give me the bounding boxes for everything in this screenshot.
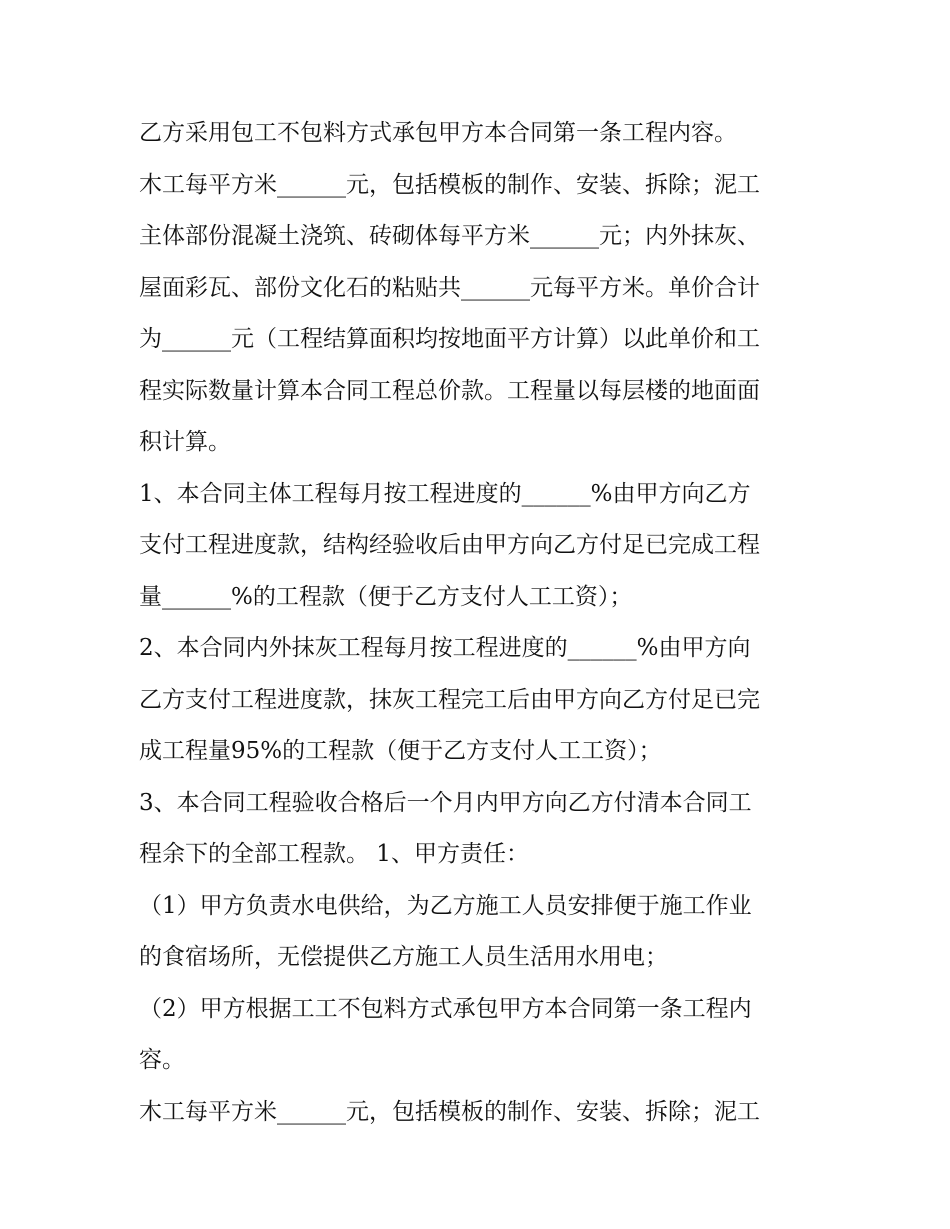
text-line-13: 成工程量95%的工程款（便于乙方支付人工工资）； <box>139 738 662 764</box>
text-line-5: 为______元（工程结算面积均按地面平方计算）以此单价和工 <box>139 326 760 352</box>
text-line-12: 乙方支付工程进度款，抹灰工程完工后由甲方向乙方付足已完 <box>139 686 760 713</box>
text-line-1: 乙方采用包工不包料方式承包甲方本合同第一条工程内容。 <box>139 120 737 146</box>
text-line-3: 主体部份混凝土浇筑、砖砌体每平方米______元；内外抹灰、 <box>139 223 760 249</box>
text-line-20: 木工每平方米______元，包括模板的制作、安装、拆除；泥工 <box>139 1098 760 1125</box>
text-line-7: 积计算。 <box>139 429 231 455</box>
text-line-10: 量______%的工程款（便于乙方支付人工工资）； <box>139 583 633 610</box>
text-line-15: 程余下的全部工程款。 1、甲方责任： <box>139 841 529 867</box>
text-line-2: 木工每平方米______元，包括模板的制作、安装、拆除；泥工 <box>139 171 760 198</box>
contract-text <box>139 108 829 1138</box>
text-line-17: 的食宿场所，无偿提供乙方施工人员生活用水用电； <box>139 944 668 970</box>
text-line-11: 2、本合同内外抹灰工程每月按工程进度的______%由甲方向 <box>139 635 751 661</box>
text-line-9: 支付工程进度款，结构经验收后由甲方向乙方付足已完成工程 <box>139 532 760 558</box>
text-line-19: 容。 <box>139 1047 185 1073</box>
text-line-4: 屋面彩瓦、部份文化石的粘贴共______元每平方米。单价合计 <box>139 274 760 301</box>
text-line-8: 1、本合同主体工程每月按工程进度的______%由甲方向乙方 <box>139 480 751 507</box>
text-line-14: 3、本合同工程验收合格后一个月内甲方向乙方付清本合同工 <box>139 789 752 816</box>
text-line-18: （2）甲方根据工工不包料方式承包甲方本合同第一条工程内 <box>139 995 752 1022</box>
text-line-6: 程实际数量计算本合同工程总价款。工程量以每层楼的地面面 <box>139 377 760 404</box>
text-line-16: （1）甲方负责水电供给，为乙方施工人员安排便于施工作业 <box>139 892 752 919</box>
